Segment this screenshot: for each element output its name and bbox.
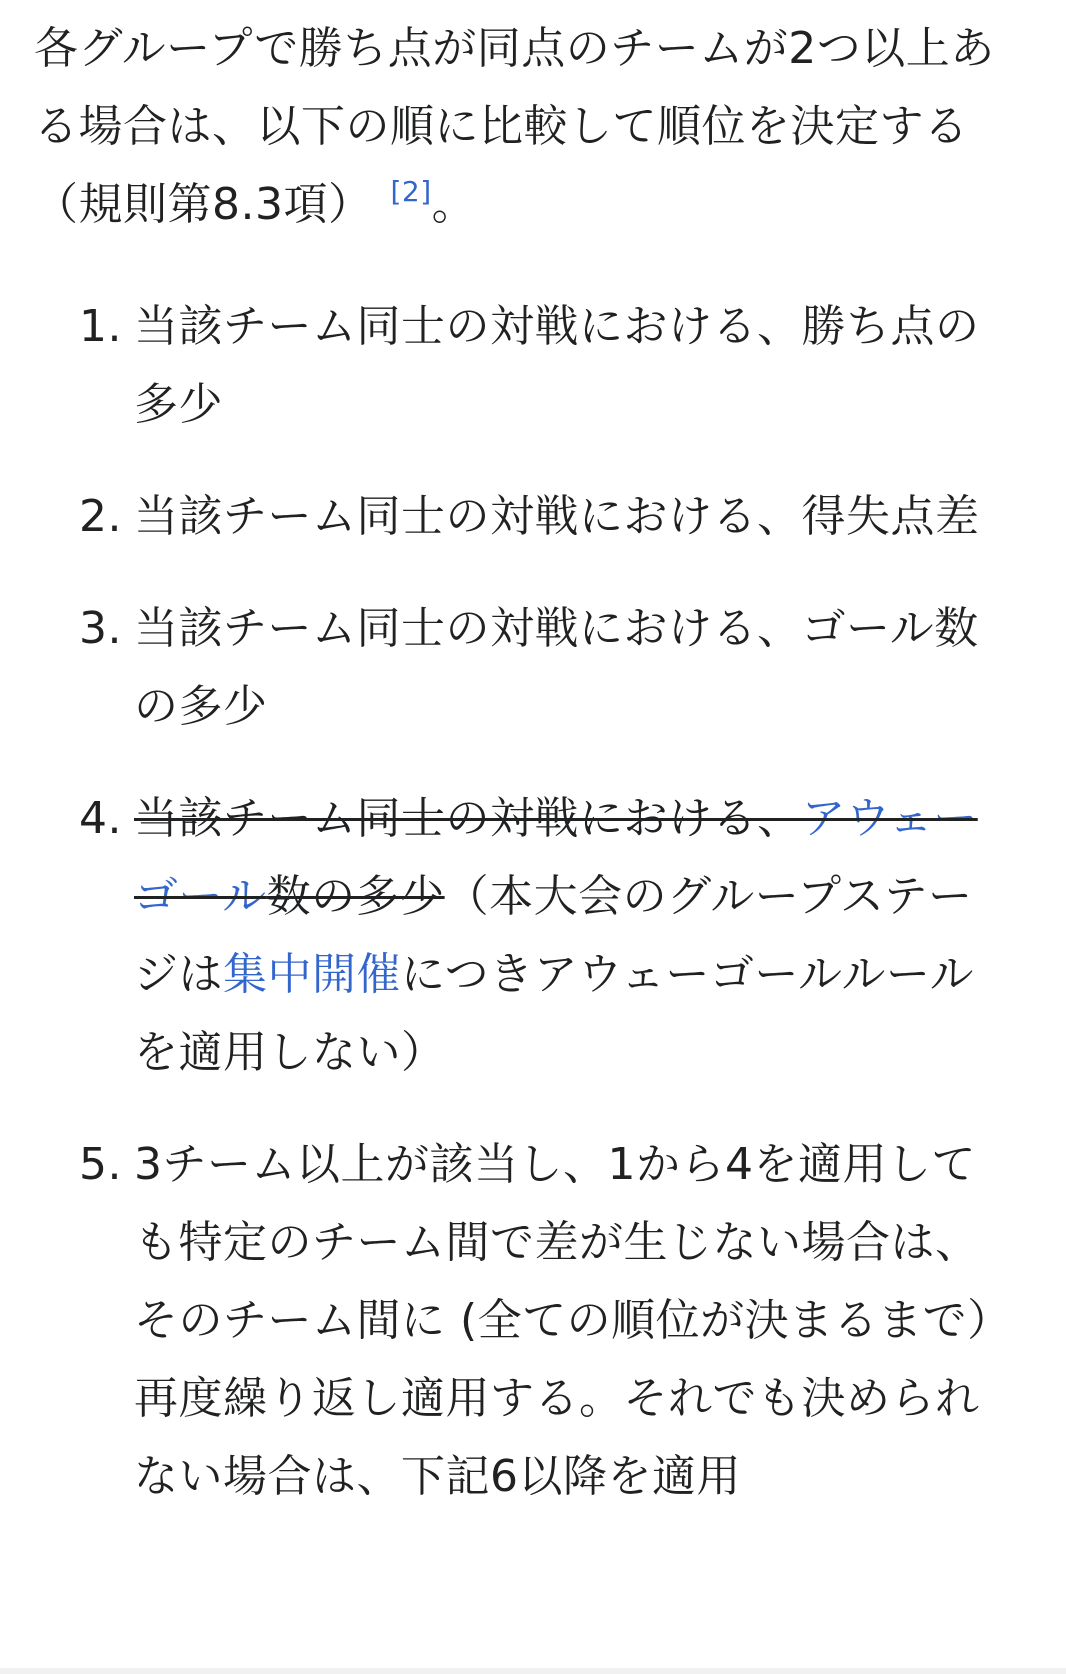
note-text: （本大会のグループステージは <box>134 871 973 1000</box>
list-item <box>34 288 1014 444</box>
intro-period: 。 <box>431 179 477 230</box>
list-number: 5. <box>79 1139 122 1190</box>
intro-text: 各グループで勝ち点が同点のチームが2つ以上ある場合は、以下の順に比較して順位を決定する（規則第8.3項） <box>34 23 995 230</box>
centralized-venue-link[interactable]: 集中開催 <box>223 949 401 1000</box>
list-text: 当該チーム同士の対戦における、勝ち点の多少 <box>134 301 980 430</box>
list-text: 当該チーム同士の対戦における、ゴール数の多少 <box>134 603 979 732</box>
tiebreaker-list <box>34 288 1014 1516</box>
list-number: 4. <box>79 793 122 844</box>
list-text-mixed <box>134 780 1014 1092</box>
intro-paragraph <box>34 10 1014 244</box>
list-text: 当該チーム同士の対戦における、得失点差 <box>134 491 980 542</box>
bottom-divider <box>0 1668 1066 1674</box>
list-number: 2. <box>79 491 122 542</box>
list-text: 3チーム以上が該当し、1から4を適用しても特定のチーム間で差が生じない場合は、そのチーム間に (全ての順位が決まるまで）再度繰り返し適用する。それでも決められない場合は、下記6以降を適用 <box>134 1139 1012 1502</box>
list-item <box>34 478 1014 556</box>
list-item <box>34 1126 1014 1516</box>
struck-text-part: 数の多少 <box>266 871 445 922</box>
away-goal-link[interactable]: アウェーゴール <box>134 793 978 922</box>
note-text: につきアウェーゴールルールを適用しない） <box>134 949 974 1078</box>
list-number: 1. <box>79 301 122 352</box>
reference-link[interactable]: [2] <box>390 175 432 208</box>
list-item <box>34 590 1014 746</box>
list-item <box>34 780 1014 1092</box>
article-content <box>34 10 1014 1550</box>
struck-text-part: 当該チーム同士の対戦における、 <box>134 793 802 844</box>
list-number: 3. <box>79 603 122 654</box>
